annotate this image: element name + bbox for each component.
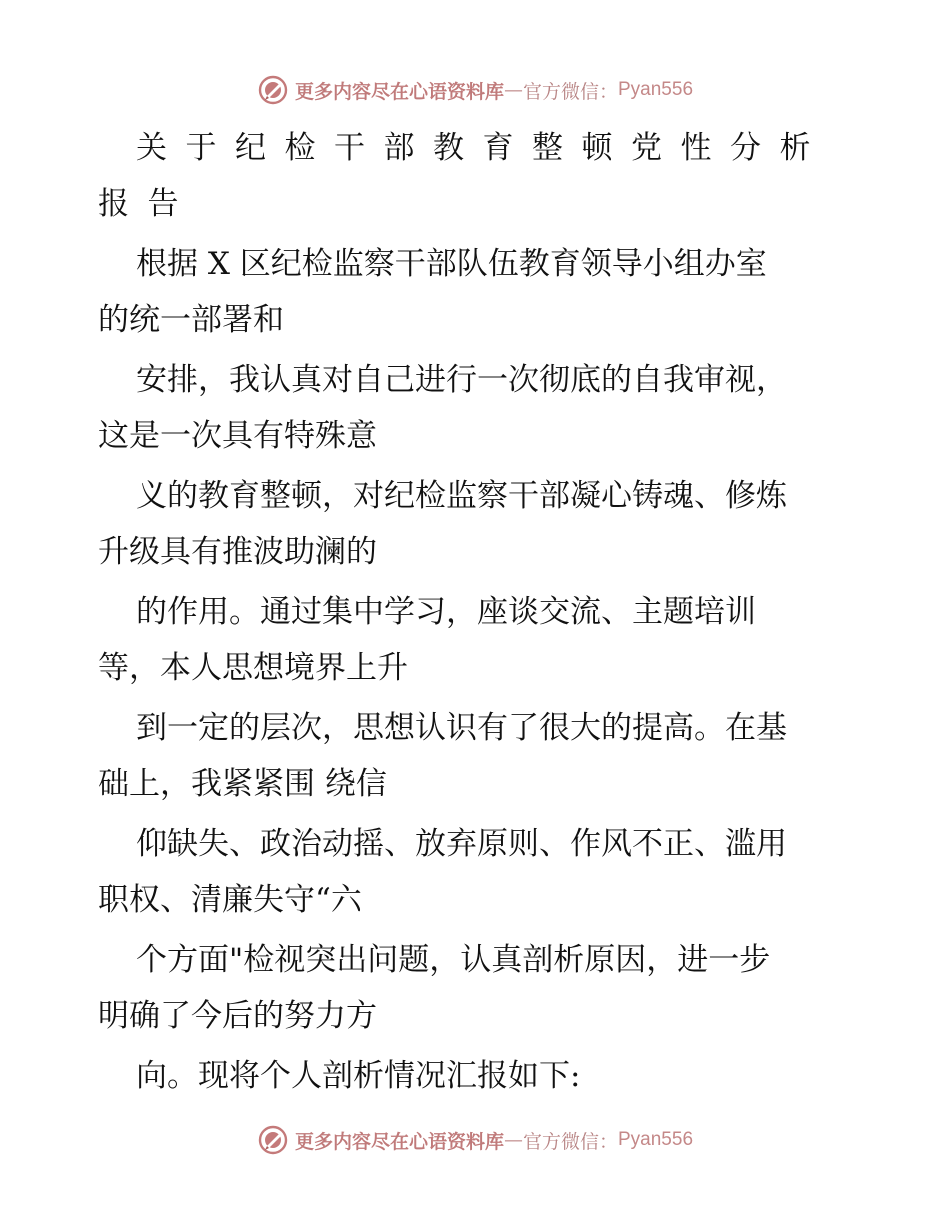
paragraph-line: 向。现将个人剖析情况汇报如下:: [136, 1058, 581, 1094]
paragraph-line: 义的教育整顿，对纪检监察干部凝心铸魂、修炼: [136, 478, 787, 514]
paragraph-line: 的作用。通过集中学习，座谈交流、主题培训: [136, 594, 756, 630]
footer-watermark: [0, 1122, 950, 1158]
document-title-line-1: 关于纪检干部教育整顿党性分析: [136, 130, 829, 166]
paragraph-line: 根据 X 区纪检监察干部队伍教育领导小组办室: [136, 246, 767, 282]
watermark-official-text: 官方微信：: [522, 1130, 618, 1153]
paragraph-line: 等，本人思想境界上升: [98, 650, 408, 686]
paragraph-line: 升级具有推波助澜的: [98, 534, 377, 570]
watermark-main-text: 更多内容尽在心语资料库: [294, 80, 504, 103]
pen-logo-icon: [257, 1124, 289, 1156]
paragraph-line: 明确了今后的努力方: [98, 998, 377, 1034]
paragraph-line: 安排，我认真对自己进行一次彻底的自我审视，: [136, 362, 787, 398]
paragraph-line: 仰缺失、政治动摇、放弃原则、作风不正、滥用: [136, 826, 787, 862]
paragraph-line: 的统一部署和: [98, 302, 284, 338]
pen-logo-icon: [257, 74, 289, 106]
watermark-dash: —: [503, 1129, 523, 1151]
watermark-dash: —: [503, 79, 523, 101]
paragraph-line: 到一定的层次，思想认识有了很大的提高。在基: [136, 710, 787, 746]
header-watermark: [0, 72, 950, 108]
paragraph-line: 础上，我紧紧围 绕信: [98, 766, 387, 802]
watermark-main-text: 更多内容尽在心语资料库: [294, 1130, 504, 1153]
paragraph-line: 这是一次具有特殊意: [98, 418, 377, 454]
watermark-wechat-id: Pyan556: [618, 1129, 694, 1150]
document-title-line-2: 报告: [98, 186, 197, 222]
paragraph-line: 个方面"检视突出问题，认真剖析原因，进一步: [136, 942, 771, 978]
paragraph-line: 职权、清廉失守“六: [98, 882, 362, 918]
watermark-official-text: 官方微信：: [522, 80, 618, 103]
watermark-wechat-id: Pyan556: [618, 79, 694, 100]
